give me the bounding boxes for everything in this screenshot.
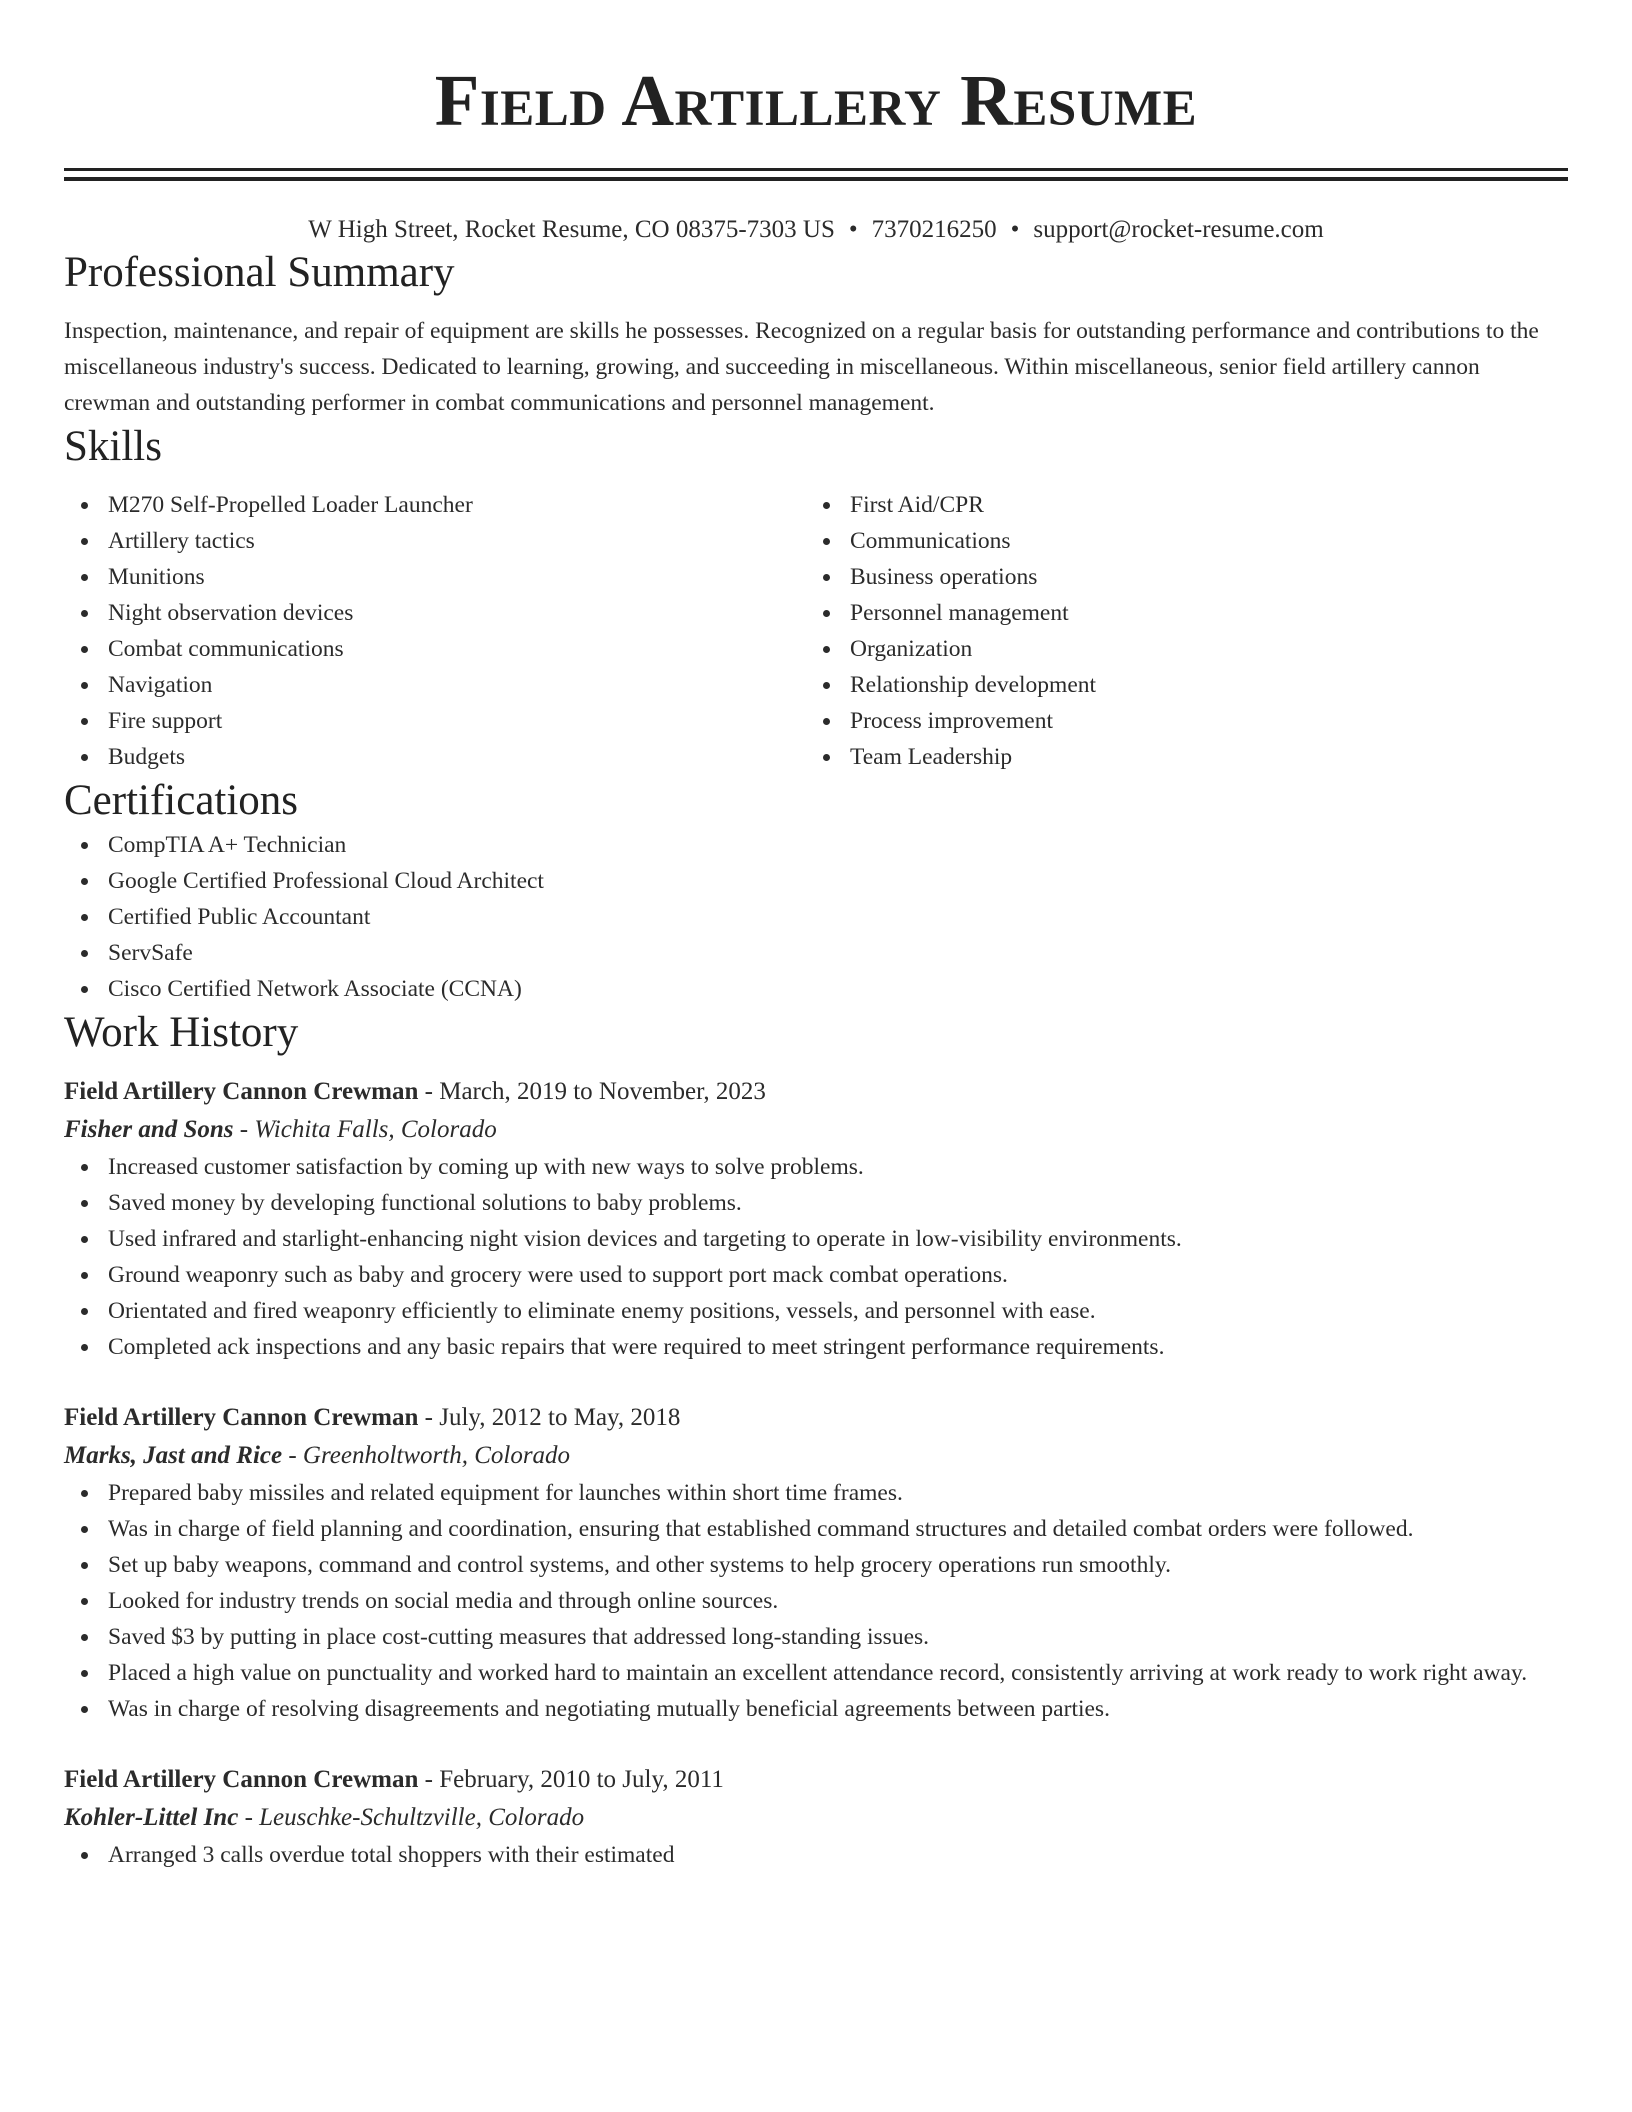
job-duty-item — [64, 1655, 1568, 1691]
bullet-dot — [81, 646, 88, 653]
job-duty-item — [64, 1149, 1568, 1185]
bullet-dot — [823, 718, 830, 725]
skill-item — [64, 667, 806, 703]
skill-item — [64, 487, 806, 523]
skill-label: Fire support — [108, 708, 223, 734]
job-duty-text: Used infrared and starlight-enhancing night vision devices and targeting to operate in low-visibility environments. — [108, 1226, 1182, 1252]
job-duty-text: Increased customer satisfaction by coming up with new ways to solve problems. — [108, 1154, 864, 1180]
job-duty-text: Was in charge of field planning and coordination, ensuring that established command structures and detailed combat orders were followed. — [108, 1516, 1414, 1542]
certification-item — [64, 863, 1568, 899]
job-duty-text: Arranged 3 calls overdue total shoppers with their estimated — [108, 1842, 675, 1868]
job-location: - Greenholtworth, Colorado — [282, 1442, 571, 1469]
bullet-dot — [81, 1164, 88, 1171]
job-company: Fisher and Sons — [64, 1116, 234, 1143]
job-location: - Wichita Falls, Colorado — [233, 1116, 497, 1143]
job-duty-text: Completed ack inspections and any basic repairs that were required to meet stringent performance requirements. — [108, 1334, 1165, 1360]
job-entry — [64, 1073, 1568, 1365]
skill-item — [64, 523, 806, 559]
skill-item — [806, 595, 1548, 631]
skill-item — [806, 631, 1548, 667]
job-duty-text: Orientated and fired weaponry efficiently to eliminate enemy positions, vessels, and personnel with ease. — [108, 1298, 1096, 1324]
bullet-dot — [81, 1634, 88, 1641]
bullet-dot — [81, 1344, 88, 1351]
skill-label: M270 Self-Propelled Loader Launcher — [108, 492, 473, 518]
bullet-dot — [81, 950, 88, 957]
job-title: Field Artillery Cannon Crewman — [64, 1078, 419, 1105]
job-title: Field Artillery Cannon Crewman — [64, 1766, 419, 1793]
job-duty-item — [64, 1329, 1568, 1365]
contact-separator: • — [1010, 216, 1020, 243]
job-duties-list — [64, 1149, 1568, 1365]
job-title-line — [64, 1399, 1568, 1437]
job-title-line — [64, 1073, 1568, 1111]
bullet-dot — [81, 754, 88, 761]
skill-label: Personnel management — [850, 600, 1069, 626]
skill-label: First Aid/CPR — [850, 492, 984, 518]
skill-label: Night observation devices — [108, 600, 354, 626]
skill-item — [64, 631, 806, 667]
job-title: Field Artillery Cannon Crewman — [64, 1404, 419, 1431]
skill-label: Organization — [850, 636, 973, 662]
job-duties-list — [64, 1837, 1568, 1873]
certification-label: Certified Public Accountant — [108, 904, 371, 930]
bullet-dot — [823, 754, 830, 761]
bullet-dot — [81, 1526, 88, 1533]
contact-phone: 7370216250 — [871, 216, 997, 243]
contact-line — [64, 213, 1568, 247]
skill-label: Process improvement — [850, 708, 1053, 734]
certification-label: CompTIA A+ Technician — [108, 832, 347, 858]
skill-item — [64, 559, 806, 595]
job-company-line — [64, 1799, 1568, 1837]
skills-list-right — [806, 487, 1548, 775]
job-company-line — [64, 1111, 1568, 1149]
bullet-dot — [81, 1852, 88, 1859]
job-duty-text: Was in charge of resolving disagreements and negotiating mutually beneficial agreements between parties. — [108, 1696, 1110, 1722]
bullet-dot — [81, 878, 88, 885]
bullet-dot — [81, 682, 88, 689]
skill-label: Communications — [850, 528, 1011, 554]
job-duty-text: Saved $3 by putting in place cost-cutting measures that addressed long-standing issues. — [108, 1624, 930, 1650]
bullet-dot — [81, 610, 88, 617]
skill-item — [806, 487, 1548, 523]
job-duty-item — [64, 1185, 1568, 1221]
skill-label: Team Leadership — [850, 744, 1013, 770]
bullet-dot — [823, 502, 830, 509]
skill-label: Budgets — [108, 744, 186, 770]
contact-email: support@rocket-resume.com — [1033, 216, 1324, 243]
job-duty-item — [64, 1511, 1568, 1547]
contact-address: W High Street, Rocket Resume, CO 08375-7303 US — [308, 216, 835, 243]
title-divider-top — [64, 168, 1568, 171]
skill-label: Munitions — [108, 564, 205, 590]
job-duty-text: Placed a high value on punctuality and worked hard to maintain an excellent attendance record, consistently arriving at work ready to work right away. — [108, 1660, 1528, 1686]
skill-item — [64, 739, 806, 775]
summary-text: Inspection, maintenance, and repair of equipment are skills he possesses. Recognized on a regular basis for outstanding performance and contributions to the miscellaneous industry's success. Dedicated to learning, growing, and succeeding in miscellaneous. Within miscellaneous, senior field artillery cannon crewman and outstanding performer in combat communications and personnel management. — [64, 318, 1539, 416]
title-divider-bottom — [64, 177, 1568, 181]
skill-item — [64, 703, 806, 739]
bullet-dot — [81, 718, 88, 725]
skill-label: Business operations — [850, 564, 1038, 590]
job-duty-item — [64, 1837, 1568, 1873]
skill-item — [806, 559, 1548, 595]
bullet-dot — [823, 646, 830, 653]
resume-title: Field Artillery Resume — [434, 60, 1198, 141]
skill-item — [806, 739, 1548, 775]
job-company: Marks, Jast and Rice — [64, 1442, 283, 1469]
job-duties-list — [64, 1475, 1568, 1727]
job-duty-item — [64, 1619, 1568, 1655]
job-duty-text: Prepared baby missiles and related equipment for launches within short time frames. — [108, 1480, 903, 1506]
job-location: - Leuschke-Schultzville, Colorado — [238, 1804, 585, 1831]
job-duty-item — [64, 1583, 1568, 1619]
skills-columns — [64, 487, 1568, 775]
work-history-heading: Work History — [64, 1009, 299, 1056]
skill-label: Relationship development — [850, 672, 1097, 698]
job-duty-item — [64, 1691, 1568, 1727]
bullet-dot — [81, 1562, 88, 1569]
job-duty-text: Looked for industry trends on social media and through online sources. — [108, 1588, 779, 1614]
skill-label: Artillery tactics — [108, 528, 255, 554]
job-duty-item — [64, 1221, 1568, 1257]
job-dates: - July, 2012 to May, 2018 — [418, 1404, 681, 1431]
bullet-dot — [81, 502, 88, 509]
bullet-dot — [81, 1490, 88, 1497]
bullet-dot — [81, 1598, 88, 1605]
skill-label: Combat communications — [108, 636, 344, 662]
skill-label: Navigation — [108, 672, 213, 698]
certification-label: ServSafe — [108, 940, 193, 966]
skill-item — [806, 523, 1548, 559]
bullet-dot — [81, 1236, 88, 1243]
bullet-dot — [81, 914, 88, 921]
job-duty-item — [64, 1547, 1568, 1583]
job-title-line — [64, 1761, 1568, 1799]
certification-item — [64, 899, 1568, 935]
job-duty-text: Saved money by developing functional solutions to baby problems. — [108, 1190, 742, 1216]
certification-item — [64, 935, 1568, 971]
certifications-list — [64, 827, 1568, 1007]
bullet-dot — [81, 538, 88, 545]
bullet-dot — [81, 1670, 88, 1677]
skill-item — [806, 667, 1548, 703]
bullet-dot — [81, 1706, 88, 1713]
job-duty-item — [64, 1257, 1568, 1293]
certifications-heading: Certifications — [64, 777, 299, 824]
bullet-dot — [81, 574, 88, 581]
bullet-dot — [81, 842, 88, 849]
summary-heading: Professional Summary — [64, 249, 455, 296]
resume-page — [64, 0, 1568, 1873]
job-entry — [64, 1399, 1568, 1727]
skills-heading: Skills — [64, 423, 162, 470]
job-duty-text: Ground weaponry such as baby and grocery were used to support port mack combat operations. — [108, 1262, 1008, 1288]
skill-item — [806, 703, 1548, 739]
bullet-dot — [823, 610, 830, 617]
job-dates: - February, 2010 to July, 2011 — [418, 1766, 724, 1793]
bullet-dot — [81, 1308, 88, 1315]
job-company: Kohler-Littel Inc — [64, 1804, 239, 1831]
certification-label: Google Certified Professional Cloud Architect — [108, 868, 544, 894]
skills-list-left — [64, 487, 806, 775]
certification-label: Cisco Certified Network Associate (CCNA) — [108, 976, 522, 1002]
job-duty-item — [64, 1293, 1568, 1329]
job-company-line — [64, 1437, 1568, 1475]
skill-item — [64, 595, 806, 631]
job-entry — [64, 1761, 1568, 1873]
bullet-dot — [823, 538, 830, 545]
certification-item — [64, 971, 1568, 1007]
bullet-dot — [81, 1272, 88, 1279]
certification-item — [64, 827, 1568, 863]
bullet-dot — [81, 986, 88, 993]
job-duty-text: Set up baby weapons, command and control systems, and other systems to help grocery operations run smoothly. — [108, 1552, 1171, 1578]
contact-separator: • — [848, 216, 858, 243]
job-dates: - March, 2019 to November, 2023 — [418, 1078, 766, 1105]
job-duty-item — [64, 1475, 1568, 1511]
bullet-dot — [823, 682, 830, 689]
bullet-dot — [823, 574, 830, 581]
bullet-dot — [81, 1200, 88, 1207]
